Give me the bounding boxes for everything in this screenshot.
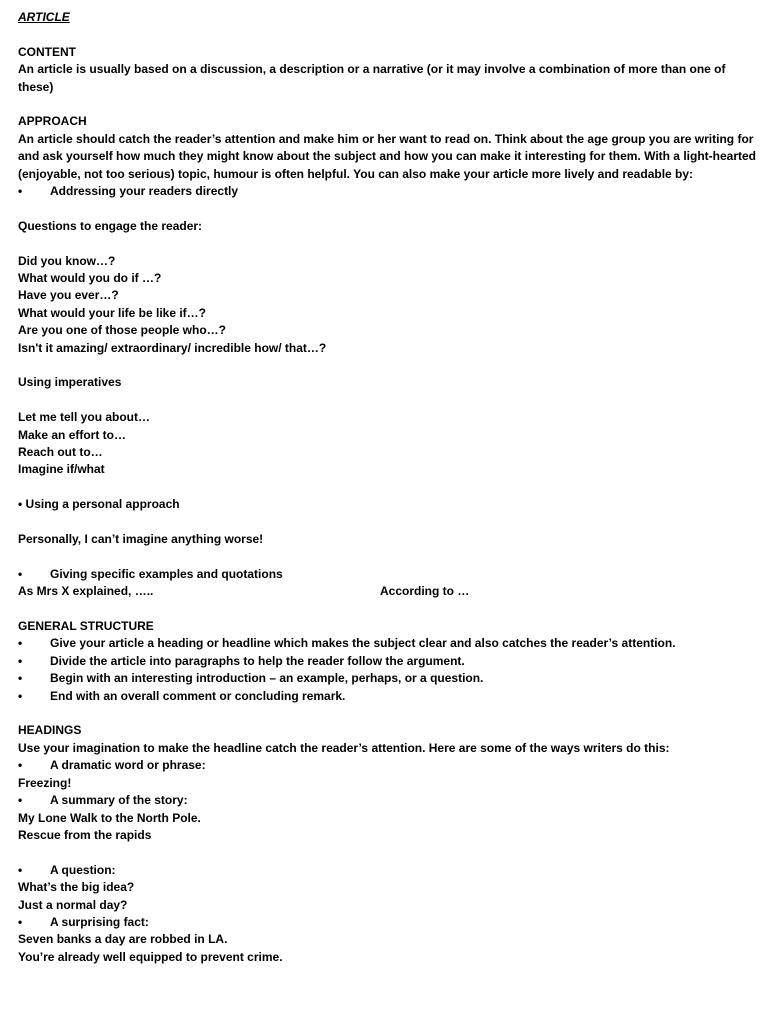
bullet-text: Addressing your readers directly — [50, 184, 239, 199]
imperative-item: Let me tell you about… — [18, 410, 151, 425]
bullet-icon: • — [18, 793, 23, 808]
list-item — [18, 688, 758, 705]
bullet-text: Giving specific examples and quotations — [50, 566, 283, 581]
headline-example: Freezing! — [18, 775, 72, 790]
bullet-icon: • — [18, 688, 23, 703]
examples-row — [18, 583, 758, 600]
bullet-icon: • — [18, 566, 23, 581]
content-text: An article is usually based on a discussion, a description or a narrative (or it may involve a combination of more than one of these) — [18, 62, 726, 94]
approach-text: An article should catch the reader’s attention and make him or her want to read on. Think about the age group you are writing for and ask yourself how much they might know about the subject and how you can make it interesting for them. With a light-hearted (enjoyable, not too serious) topic, humour is often helpful. You can also make your article more lively and readable by: — [18, 131, 756, 181]
questions-heading: Questions to engage the reader: — [18, 218, 203, 233]
headline-example: My Lone Walk to the North Pole. — [18, 810, 201, 825]
bullet-text: Give your article a heading or headline which makes the subject clear and also catches the reader’s attention. — [50, 636, 676, 651]
question-item: Have you ever…? — [18, 288, 119, 303]
headings-heading: HEADINGS — [18, 723, 82, 738]
bullet-icon: • — [18, 914, 23, 929]
bullet-icon: • — [18, 671, 23, 686]
headings-intro: Use your imagination to make the headline catch the reader’s attention. Here are some of the ways writers do this: — [18, 740, 670, 755]
bullet-icon: • — [18, 636, 23, 651]
list-item — [18, 183, 758, 200]
bullet-icon: • — [18, 758, 23, 773]
list-item — [18, 566, 758, 583]
question-item: Isn't it amazing/ extraordinary/ incredible how/ that…? — [18, 340, 327, 355]
list-item — [18, 914, 758, 931]
list-item — [18, 792, 758, 809]
structure-heading: GENERAL STRUCTURE — [18, 619, 154, 634]
bullet-text: Divide the article into paragraphs to help the reader follow the argument. — [50, 653, 465, 668]
list-item — [18, 653, 758, 670]
imperative-item: Make an effort to… — [18, 427, 127, 442]
question-item: What would you do if …? — [18, 271, 162, 286]
bullet-text: Begin with an interesting introduction – an example, perhaps, or a question. — [50, 671, 484, 686]
imperatives-list — [18, 409, 758, 479]
headline-example: Seven banks a day are robbed in LA. — [18, 932, 228, 947]
list-item — [18, 862, 758, 879]
list-item — [18, 757, 758, 774]
headline-example: Just a normal day? — [18, 897, 128, 912]
question-item: What would your life be like if…? — [18, 305, 207, 320]
questions-list — [18, 253, 758, 357]
bullet-text: A dramatic word or phrase: — [50, 758, 206, 773]
bullet-text: A surprising fact: — [50, 914, 149, 929]
example-left: As Mrs X explained, ….. — [18, 584, 154, 599]
bullet-icon: • — [18, 862, 23, 877]
headline-example: You’re already well equipped to prevent crime. — [18, 949, 283, 964]
personal-example: Personally, I can’t imagine anything worse! — [18, 532, 264, 547]
question-item: Did you know…? — [18, 253, 116, 268]
list-item — [18, 635, 758, 652]
bullet-text: A question: — [50, 862, 116, 877]
bullet-text: A summary of the story: — [50, 793, 188, 808]
structure-list — [18, 635, 758, 705]
headline-example: Rescue from the rapids — [18, 827, 152, 842]
personal-approach-heading: • Using a personal approach — [18, 497, 180, 512]
imperative-item: Imagine if/what — [18, 462, 105, 477]
document-page — [18, 9, 758, 966]
headline-example: What’s the big idea? — [18, 880, 135, 895]
bullet-icon: • — [18, 653, 23, 668]
bullet-text: End with an overall comment or concluding remark. — [50, 688, 346, 703]
content-heading: CONTENT — [18, 44, 76, 59]
bullet-icon: • — [18, 184, 23, 199]
imperatives-heading: Using imperatives — [18, 375, 122, 390]
example-right: According to … — [380, 584, 470, 599]
list-item — [18, 670, 758, 687]
imperative-item: Reach out to… — [18, 445, 103, 460]
document-title: ARTICLE — [18, 10, 70, 24]
approach-heading: APPROACH — [18, 114, 87, 129]
question-item: Are you one of those people who…? — [18, 323, 227, 338]
